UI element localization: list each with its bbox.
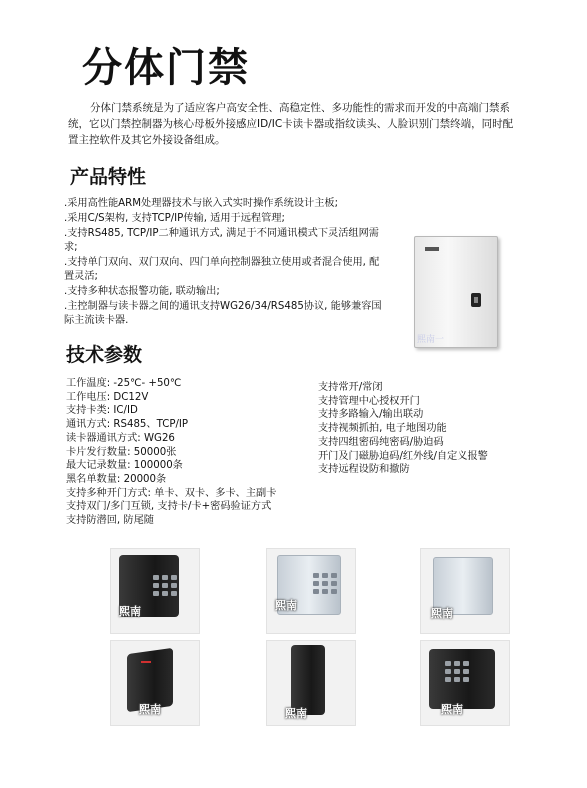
cabinet-nameplate: [425, 247, 439, 251]
reader-keypad-light-image: [266, 548, 356, 634]
spec-item: 支持双门/多门互锁, 支持卡/卡+密码验证方式: [66, 501, 272, 513]
feature-item: .采用高性能ARM处理器技术与嵌入式实时操作系统设计主板;: [64, 198, 339, 209]
brand-watermark: 熙南: [431, 607, 453, 620]
feature-item: .采用C/S架构, 支持TCP/IP传输, 适用于远程管理;: [64, 213, 285, 224]
brand-watermark: 熙南: [139, 703, 161, 716]
reader-slim-dark-image: [110, 640, 200, 726]
spec-item: 卡片发行数量: 50000张: [66, 446, 177, 458]
reader-square-dark-image: [420, 640, 510, 726]
specs-right-list: [318, 381, 568, 477]
spec-item: 支持防潜回, 防尾随: [66, 515, 154, 527]
spec-item: 支持管理中心授权开门: [318, 395, 420, 407]
reader-tall-dark-image: [266, 640, 356, 726]
page-title: 分体门禁: [82, 45, 250, 91]
spec-item: 支持视频抓拍, 电子地图功能: [318, 423, 447, 435]
spec-item: 工作电压: DC12V: [66, 391, 149, 403]
reader-light-image: [420, 548, 510, 634]
keypad-icon: [153, 575, 177, 596]
cabinet-watermark: 熙南一: [417, 335, 445, 345]
brand-watermark: 熙南: [285, 707, 307, 720]
feature-item: .主控制器与读卡器之间的通讯支持WG26/34/RS485协议, 能够兼容国际主流读卡器.: [64, 301, 382, 326]
spec-item: 读卡器通讯方式: WG26: [66, 432, 175, 444]
spec-item: 支持远程设防和撤防: [318, 464, 410, 476]
reader-keypad-dark-image: [110, 548, 200, 634]
keypad-icon: [445, 661, 469, 682]
spec-item: 支持卡类: IC/ID: [66, 405, 138, 417]
cabinet-lock-icon: [471, 293, 481, 307]
spec-item: 支持常开/常闭: [318, 382, 383, 393]
spec-item: 工作温度: -25℃- +50℃: [66, 378, 182, 389]
specs-left-list: [66, 377, 316, 528]
spec-item: 开门及门磁胁迫码/红外线/自定义报警: [318, 450, 488, 462]
features-list: [64, 197, 388, 329]
feature-item: .支持多种状态报警功能, 联动输出;: [64, 286, 220, 297]
keypad-icon: [313, 573, 337, 594]
intro-paragraph: 分体门禁系统是为了适应客户高安全性、高稳定性、多功能性的需求而开发的中高端门禁系统，它以门禁控制器为核心母板外接感应ID/IC卡读卡器或指纹读头、人脸识别门禁终端，同时配置主控软件及其它外接设备组成。: [68, 102, 514, 146]
brand-watermark: 熙南: [275, 599, 297, 612]
specs-heading: 技术参数: [66, 344, 143, 366]
features-heading: 产品特性: [70, 166, 147, 188]
spec-item: 支持四组密码纯密码/胁迫码: [318, 436, 444, 448]
spec-item: 支持多种开门方式: 单卡、双卡、多卡、主副卡: [66, 487, 277, 499]
feature-item: .支持RS485, TCP/IP二种通讯方式, 满足于不同通讯模式下灵活组网需求;: [64, 228, 379, 253]
spec-item: 通讯方式: RS485、TCP/IP: [66, 419, 189, 431]
spec-item: 黑名单数量: 20000条: [66, 473, 167, 485]
spec-item: 支持多路输入/输出联动: [318, 409, 424, 421]
indicator-led: [141, 661, 151, 663]
brand-watermark: 熙南: [119, 605, 141, 618]
controller-cabinet-image: [414, 236, 498, 348]
spec-item: 最大记录数量: 100000条: [66, 460, 183, 472]
brand-watermark: 熙南: [441, 703, 463, 716]
feature-item: .支持单门双向、双门双向、四门单向控制器独立使用或者混合使用, 配置灵活;: [64, 257, 380, 282]
